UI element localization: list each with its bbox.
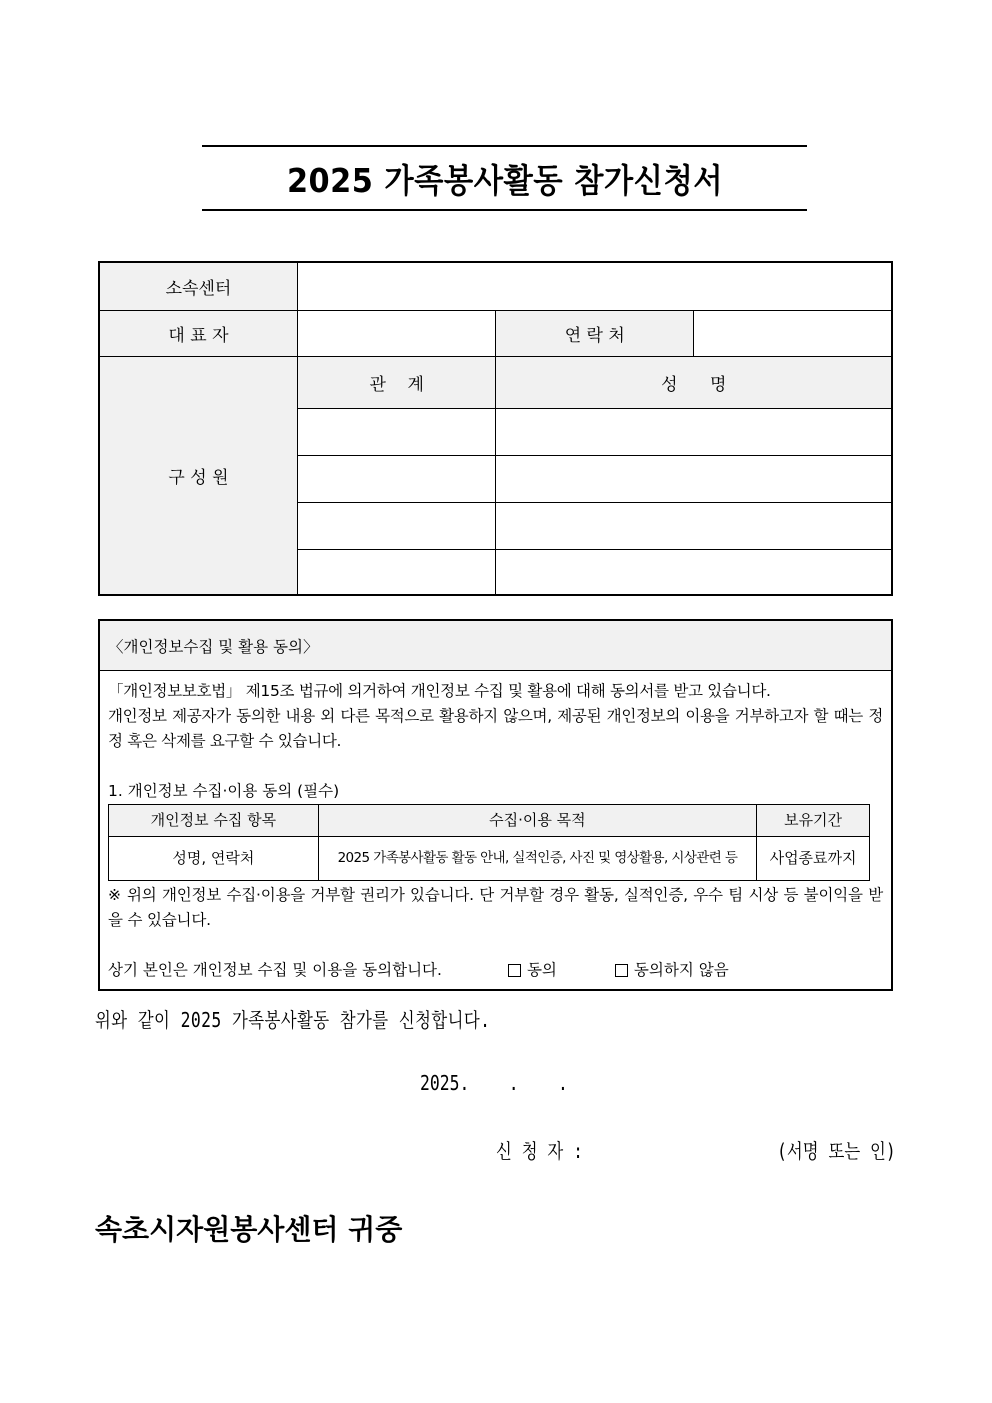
- members-label: 구 성 원: [99, 356, 297, 595]
- consent-paragraph-law: 「개인정보보호법」 제15조 법규에 의거하여 개인정보 수집 및 활용에 대해 동의서를 받고 있습니다.: [108, 682, 771, 700]
- agree-option[interactable]: [508, 958, 557, 983]
- closing-statement: 위와 같이 2025 가족봉사활동 참가를 신청합니다.: [95, 1008, 491, 1032]
- consent-paragraph-usage: 개인정보 제공자가 동의한 내용 외 다른 목적으로 활용하지 않으며, 제공된 개인정보의 이용을 거부하고자 할 때는 정정 혹은 삭제를 요구할 수 있습니다.: [108, 707, 883, 750]
- member-relation-field[interactable]: [297, 408, 496, 455]
- agree-label: 동의: [526, 961, 557, 979]
- signature-note: (서명 또는 인): [777, 1139, 896, 1163]
- date-month-dot: .: [508, 1071, 519, 1095]
- col-header-items: 개인정보 수집 항목: [109, 805, 319, 837]
- center-label: 소속센터: [99, 262, 297, 310]
- agreement-line: [108, 958, 883, 983]
- representative-label: 대 표 자: [99, 310, 297, 356]
- col-header-retention: 보유기간: [757, 805, 870, 837]
- cell-retention: 사업종료까지: [757, 837, 870, 881]
- member-name-field[interactable]: [496, 549, 892, 595]
- cell-purpose: 2025 가족봉사활동 활동 안내, 실적인증, 사진 및 영상활용, 시상관련 등: [318, 837, 756, 881]
- contact-field[interactable]: [694, 310, 893, 356]
- member-name-field[interactable]: [496, 408, 892, 455]
- member-relation-field[interactable]: [297, 502, 496, 549]
- disagree-checkbox[interactable]: [615, 964, 628, 977]
- member-name-field[interactable]: [496, 502, 892, 549]
- date-day-dot: .: [557, 1071, 568, 1095]
- refusal-notice: ※ 위의 개인정보 수집·이용을 거부할 권리가 있습니다. 단 거부할 경우 활동, 실적인증, 우수 팀 시상 등 불이익을 받을 수 있습니다.: [108, 886, 883, 929]
- application-form-table: [98, 261, 893, 596]
- representative-field[interactable]: [297, 310, 496, 356]
- privacy-consent-box: [98, 619, 893, 991]
- agree-checkbox[interactable]: [508, 964, 521, 977]
- relation-header: 관 계: [297, 356, 496, 408]
- title-banner: [202, 145, 807, 211]
- cell-items: 성명, 연락처: [109, 837, 319, 881]
- consent-heading: 〈개인정보수집 및 활용 동의〉: [100, 621, 891, 671]
- member-relation-field[interactable]: [297, 549, 496, 595]
- applicant-label: 신 청 자 :: [496, 1139, 584, 1163]
- contact-label: 연 락 처: [496, 310, 694, 356]
- center-field[interactable]: [297, 262, 892, 310]
- recipient: 속초시자원봉사센터 귀중: [95, 1213, 403, 1246]
- disagree-label: 동의하지 않음: [633, 961, 729, 979]
- section-title: 1. 개인정보 수집·이용 동의 (필수): [108, 782, 340, 800]
- name-header: 성 명: [496, 356, 892, 408]
- consent-items-table: [108, 804, 870, 881]
- application-date: [420, 1071, 568, 1095]
- agreement-statement: 상기 본인은 개인정보 수집 및 이용을 동의합니다.: [108, 961, 442, 979]
- member-relation-field[interactable]: [297, 455, 496, 502]
- col-header-purpose: 수집·이용 목적: [318, 805, 756, 837]
- disagree-option[interactable]: [615, 958, 729, 983]
- date-year: 2025.: [420, 1071, 470, 1095]
- page-title: 2025 가족봉사활동 참가신청서: [286, 160, 723, 200]
- member-name-field[interactable]: [496, 455, 892, 502]
